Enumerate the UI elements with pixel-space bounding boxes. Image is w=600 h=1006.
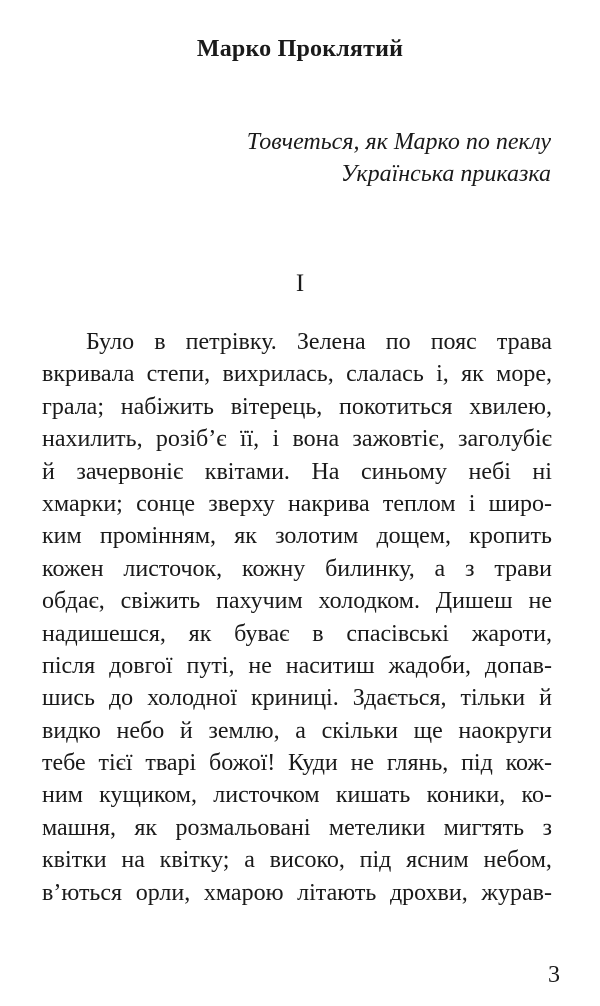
word: дощем,	[376, 523, 451, 550]
word: Було	[86, 329, 135, 355]
word: квітами.	[204, 458, 290, 485]
word: кожну	[242, 555, 306, 582]
word: спасівські	[346, 620, 449, 647]
word: золотим	[275, 523, 359, 550]
word: жадоби,	[388, 652, 471, 679]
word: кож-	[505, 750, 552, 777]
epigraph-source: Українська приказка	[340, 161, 551, 187]
word: зверху	[208, 490, 275, 517]
word: небом,	[483, 847, 552, 874]
word: кропить	[469, 523, 552, 550]
word: Зелена	[296, 329, 366, 355]
word: ким	[42, 523, 82, 550]
text-line	[42, 650, 552, 682]
word: тільки	[460, 685, 526, 712]
text-line	[42, 585, 552, 617]
word: розіб’є	[155, 426, 227, 453]
word: степи,	[146, 361, 211, 388]
word: не	[528, 588, 552, 615]
word: а	[244, 847, 255, 874]
word: в	[154, 329, 166, 355]
word: квітки	[42, 847, 107, 874]
word: і	[272, 426, 280, 453]
word: петрівку.	[185, 329, 277, 355]
word: тієї	[98, 750, 133, 777]
word: а	[434, 555, 446, 582]
word: жароти,	[471, 620, 552, 647]
word: і	[468, 490, 476, 517]
word: як	[134, 814, 158, 841]
word: небо	[116, 717, 165, 744]
word: слалась	[346, 361, 424, 388]
word: вихрилась,	[222, 361, 334, 388]
word: Здається,	[352, 685, 447, 712]
text-line	[42, 391, 552, 423]
word: заголубіє	[458, 426, 552, 453]
word: як	[188, 620, 212, 647]
word: ним	[42, 782, 83, 809]
word: широ-	[488, 490, 552, 517]
word: на	[121, 847, 145, 874]
word: після	[42, 652, 96, 679]
epigraph-quote: Товчеться, як Марко по пеклу	[246, 129, 551, 155]
text-line	[42, 747, 552, 779]
word: мигтять	[443, 814, 525, 841]
word: хвилею,	[469, 393, 552, 420]
word: орли,	[135, 879, 191, 906]
word: хмарки;	[42, 490, 123, 517]
word: путі,	[186, 652, 235, 679]
text-line	[42, 553, 552, 585]
word: вона	[292, 426, 340, 453]
word: билинку,	[325, 555, 415, 582]
word: свіжить	[120, 588, 201, 615]
word: набіжить	[120, 393, 214, 420]
body-paragraph	[42, 326, 552, 909]
word: трави	[494, 555, 552, 582]
word: кожен	[42, 555, 104, 582]
word: дрохви,	[389, 879, 468, 906]
word: божої!	[208, 750, 276, 777]
word: метелики	[328, 814, 426, 841]
word: землю,	[208, 717, 280, 744]
word: машня,	[42, 814, 117, 841]
text-line	[42, 715, 552, 747]
word: надишешся,	[42, 620, 166, 647]
word: холодної	[147, 685, 237, 712]
word: з	[542, 814, 552, 841]
word: зачервоніє	[76, 458, 184, 485]
word: Дишеш	[435, 588, 513, 615]
word: допав-	[484, 652, 552, 679]
word: криниці.	[251, 685, 339, 712]
word: зажовтіє,	[352, 426, 445, 453]
word: наситиш	[285, 652, 375, 679]
word: не	[248, 652, 272, 679]
word: довгої	[109, 652, 173, 679]
word: кишать	[335, 782, 411, 809]
word: видко	[42, 717, 101, 744]
text-line	[42, 423, 552, 455]
word: вітерець,	[230, 393, 323, 420]
word: глянь,	[386, 750, 449, 777]
word: покотиться	[339, 393, 453, 420]
word: коники,	[426, 782, 506, 809]
word: по	[385, 329, 411, 355]
word: пахучим	[215, 588, 303, 615]
word: журав-	[481, 879, 552, 906]
text-line	[42, 456, 552, 488]
word: не	[350, 750, 375, 777]
word: і,	[436, 361, 449, 388]
text-line	[42, 520, 552, 552]
word: накрива	[287, 490, 370, 517]
text-line	[42, 326, 552, 358]
word: тебе	[42, 750, 86, 777]
text-line	[42, 877, 552, 909]
word: трава	[496, 329, 552, 355]
word: обдає,	[42, 588, 105, 615]
word: тварі	[145, 750, 197, 777]
word: Куди	[288, 750, 338, 777]
word: як	[234, 523, 257, 550]
word: синьому	[360, 458, 447, 485]
word: нахилить,	[42, 426, 143, 453]
word: в’ються	[42, 879, 123, 906]
word: пояс	[430, 329, 477, 355]
text-line	[42, 779, 552, 811]
word: до	[108, 685, 134, 712]
word: листочком	[213, 782, 320, 809]
word: небі	[468, 458, 511, 485]
text-line	[42, 812, 552, 844]
word: розмальовані	[175, 814, 311, 841]
word: буває	[234, 620, 290, 647]
word: холодком.	[318, 588, 420, 615]
word: й	[42, 458, 55, 485]
word: її,	[239, 426, 260, 453]
word: море,	[496, 361, 552, 388]
word: літають	[297, 879, 377, 906]
word: промінням,	[99, 523, 217, 550]
word: сонце	[136, 490, 196, 517]
word: На	[311, 458, 340, 485]
word: ще	[413, 717, 443, 744]
word: з	[465, 555, 475, 582]
word: під	[461, 750, 493, 777]
word: хмарою	[203, 879, 284, 906]
word: ясним	[406, 847, 469, 874]
word: скільки	[321, 717, 398, 744]
chapter-title: Марко Проклятий	[196, 36, 404, 62]
word: квітку;	[159, 847, 230, 874]
text-line	[42, 682, 552, 714]
word: шись	[42, 685, 95, 712]
word: ко-	[521, 782, 552, 809]
text-line	[42, 488, 552, 520]
word: й	[539, 685, 552, 712]
word: й	[179, 717, 193, 744]
word: високо,	[269, 847, 345, 874]
word: а	[295, 717, 306, 744]
page-number: 3	[548, 962, 560, 988]
word: теплом	[382, 490, 456, 517]
text-line	[42, 618, 552, 650]
word: як	[461, 361, 484, 388]
epigraph	[247, 126, 551, 190]
text-line	[42, 844, 552, 876]
word: під	[359, 847, 392, 874]
word: листочок,	[123, 555, 223, 582]
word: ні	[532, 458, 552, 485]
section-number: I	[295, 270, 305, 297]
word: наокруги	[458, 717, 552, 744]
word: кущиком,	[99, 782, 197, 809]
word: вкривала	[42, 361, 135, 388]
text-line	[42, 358, 552, 390]
word: грала;	[42, 393, 105, 420]
word: в	[312, 620, 324, 647]
